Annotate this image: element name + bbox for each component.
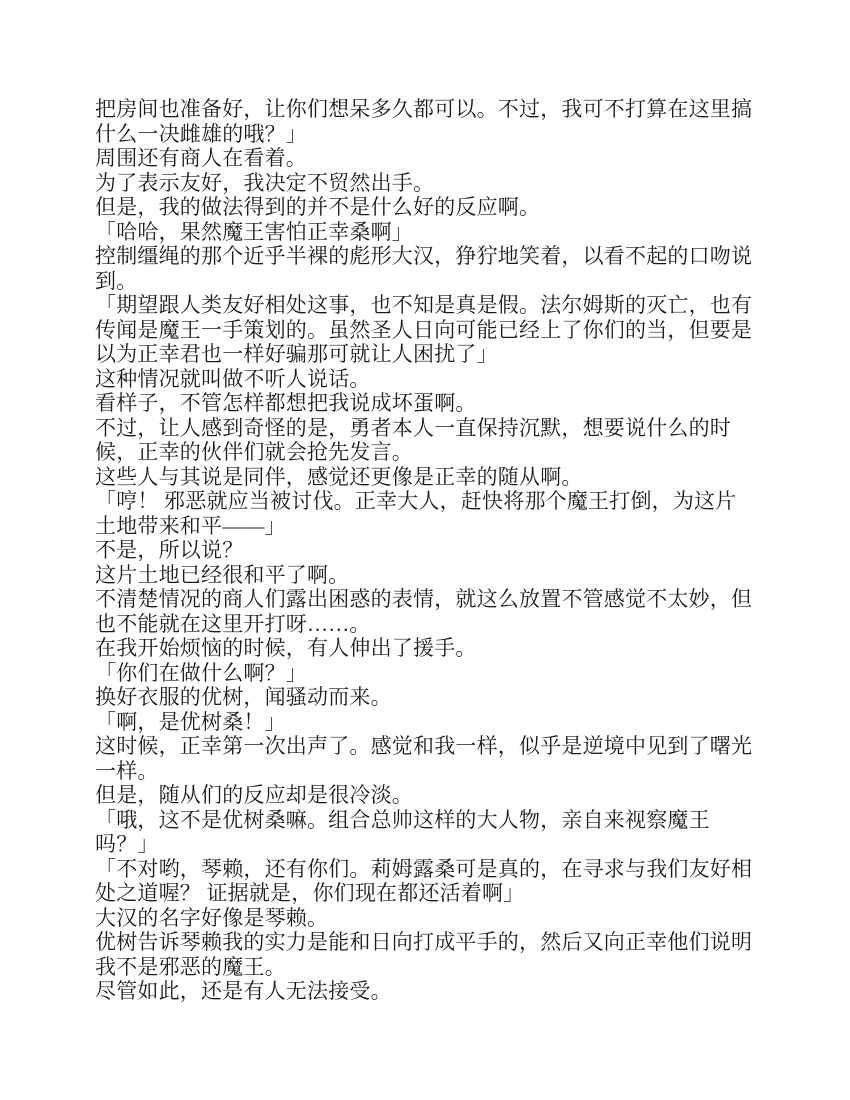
text-line: 土地带来和平——」 [95,513,286,538]
text-line: 优树告诉琴赖我的实力是能和日向打成平手的，然后又向正幸他们说明 [95,930,753,954]
text-line: 到。 [95,268,138,293]
text-line: 吗？」 [95,832,159,856]
text-line: 传闻是魔王一手策划的。虽然圣人日向可能已经上了你们的当，但要是 [95,317,753,342]
text-line: 一样。 [95,758,159,783]
text-line: 候，正幸的伙伴们就会抢先发言。 [95,440,413,464]
text-line: 「哼！ 邪恶就应当被讨伐。正幸大人，赶快将那个魔王打倒，为这片 [95,489,737,513]
text-line: 换好衣服的优树，闻骚动而来。 [95,685,392,709]
text-line: 把房间也准备好，让你们想呆多久都可以。不过，我可不打算在这里搞 [95,97,753,121]
text-line: 「期望跟人类友好相处这事，也不知是真是假。法尔姆斯的灭亡，也有 [95,293,753,317]
text-line: 也不能就在这里开打呀……。 [95,611,371,636]
text-line: 处之道喔？ 证据就是，你们现在都还活着啊」 [95,881,525,905]
text-line: 这些人与其说是同伴，感觉还更像是正幸的随从啊。 [95,464,583,489]
text-line: 大汉的名字好像是琴赖。 [95,905,329,930]
text-line: 周围还有商人在看着。 [95,146,307,170]
text-line: 但是，随从们的反应却是很冷淡。 [95,783,413,807]
text-line: 这种情况就叫做不听人说话。 [95,366,371,391]
text-line: 但是，我的做法得到的并不是什么好的反应啊。 [95,195,541,219]
text-line: 我不是邪恶的魔王。 [95,954,286,979]
text-line: 看样子，不管怎样都想把我说成坏蛋啊。 [95,391,477,415]
text-line: 「你们在做什么啊？」 [95,660,307,685]
text-line: 在我开始烦恼的时候，有人伸出了援手。 [95,636,477,660]
text-line: 「哈哈，果然魔王害怕正幸桑啊」 [95,219,413,244]
text-line: 为了表示友好，我决定不贸然出手。 [95,170,435,195]
text-line: 「啊，是优树桑！」 [95,709,286,734]
text-line: 以为正幸君也一样好骗那可就让人困扰了」 [95,342,498,366]
text-line: 不清楚情况的商人们露出困惑的表情，就这么放置不管感觉不太妙，但 [95,587,753,611]
text-line: 「不对哟，琴赖，还有你们。莉姆露桑可是真的，在寻求与我们友好相 [95,856,753,881]
text-line: 什么一决雌雄的哦？」 [95,121,307,146]
text-line: 尽管如此，还是有人无法接受。 [95,979,392,1003]
text-line: 这时候，正幸第一次出声了。感觉和我一样，似乎是逆境中见到了曙光 [95,734,753,758]
text-line: 「哦，这不是优树桑嘛。组合总帅这样的大人物，亲自来视察魔王 [95,807,710,832]
text-line: 这片土地已经很和平了啊。 [95,562,350,587]
text-line: 控制缰绳的那个近乎半裸的彪形大汉，狰狞地笑着，以看不起的口吻说 [95,244,753,268]
text-line: 不是，所以说？ [95,538,244,562]
novel-text-block [95,97,759,1004]
text-line: 不过，让人感到奇怪的是，勇者本人一直保持沉默，想要说什么的时 [95,415,731,440]
